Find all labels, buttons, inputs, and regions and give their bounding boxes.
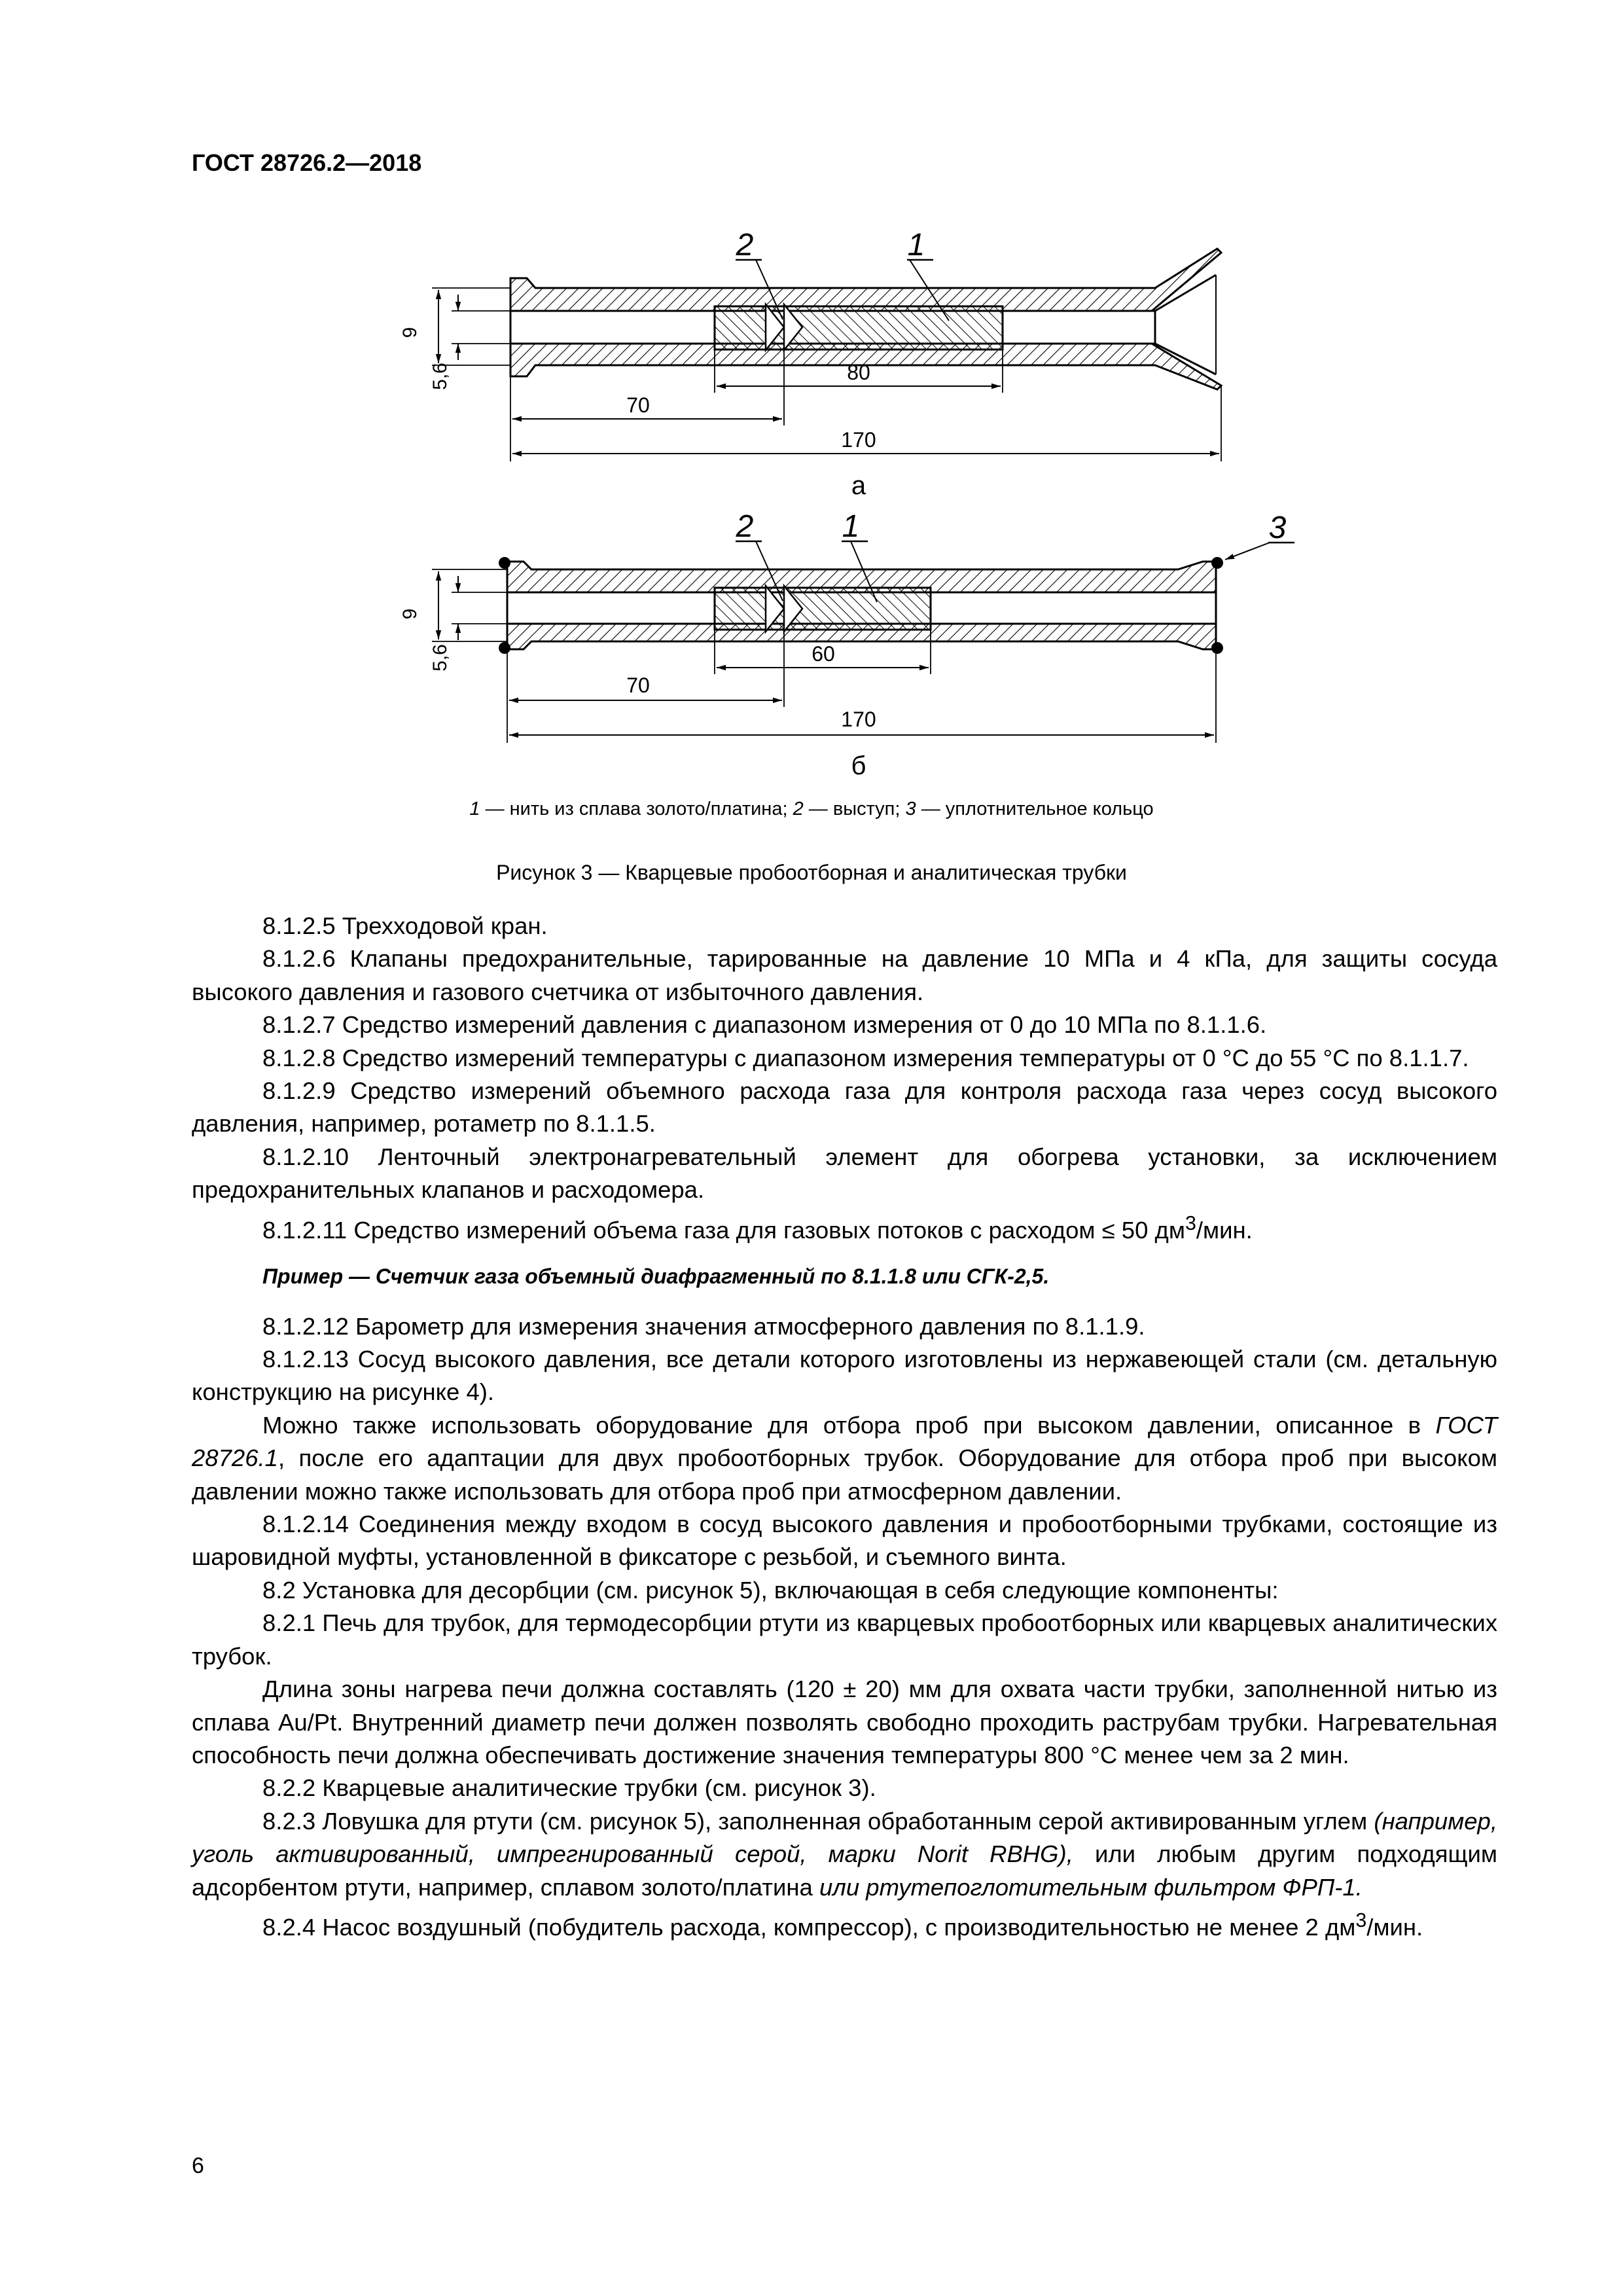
tube-a [399, 228, 1221, 500]
paragraph-8-2-4 [192, 1904, 1497, 1945]
dim-5.6-b: 5,6 [429, 644, 451, 672]
callout-2-b: 2 [736, 509, 754, 544]
paragraph-tail: /мин. [1366, 1914, 1423, 1941]
paragraph-text: 8.2.4 Насос воздушный (побудитель расхода, компрессор), с производительностью не менее 2 дм [262, 1914, 1356, 1941]
legend-num-1: 1 [469, 798, 480, 819]
paragraph-8-1-2-11 [192, 1207, 1497, 1247]
paragraph: 8.1.2.10 Ленточный электронагревательный элемент для обогрева установки, за исключением предохранительных клапанов и расходомера. [192, 1143, 1497, 1204]
seal-ring-right-top [1211, 557, 1223, 569]
paragraph: 8.1.2.12 Барометр для измерения значения атмосферного давления по 8.1.1.9. [262, 1312, 1145, 1340]
superscript: 3 [1185, 1211, 1196, 1234]
paragraph: 8.1.2.5 Трехходовой кран. [262, 912, 548, 939]
dim-70-a: 70 [626, 393, 650, 417]
page-number: 6 [192, 2153, 204, 2178]
standard-reference: ГОСТ 28726.1 [192, 1411, 1497, 1472]
figure-3 [0, 0, 1623, 792]
paragraph: 8.1.2.14 Соединения между входом в сосуд высокого давления и пробоотборными трубками, состоящие из шаровидной муфты, установленной в фиксаторе с резьбой, и съемного винта. [192, 1511, 1497, 1571]
paragraph-tail: /мин. [1196, 1216, 1253, 1244]
paragraph: 8.2 Установка для десорбции (см. рисунок 5), включающая в себя следующие компоненты: [262, 1576, 1279, 1604]
dim-170-a: 170 [841, 428, 876, 452]
paragraph: 8.2.1 Печь для трубок, для термодесорбции ртути из кварцевых пробоотборных или кварцевых аналитических трубок. [192, 1609, 1497, 1670]
seal-ring-left-top [499, 557, 510, 569]
paragraph: 8.1.2.7 Средство измерений давления с диапазоном измерения от 0 до 10 МПа по 8.1.1.6. [262, 1011, 1267, 1039]
paragraph-text: Можно также использовать оборудование для отбора проб при высоком давлении, описанное в [262, 1411, 1436, 1439]
legend-num-3: 3 [905, 798, 916, 819]
sub-label-b: б [851, 751, 866, 780]
paragraph: 8.1.2.6 Клапаны предохранительные, тарированные на давление 10 МПа и 4 кПа, для защиты сосуда высокого давления и газового счетчика от избыточного давления. [192, 945, 1497, 1005]
document-header: ГОСТ 28726.2—2018 [192, 149, 422, 176]
superscript: 3 [1355, 1909, 1367, 1931]
paragraph: 8.1.2.9 Средство измерений объемного расхода газа для контроля расхода газа через сосуд высокого давления, например, ротаметр по 8.1.1.5. [192, 1077, 1497, 1138]
dim-70-b: 70 [626, 673, 650, 697]
legend-text-3: — уплотнительное кольцо [916, 798, 1154, 819]
tube-b [399, 509, 1294, 780]
dim-9-a: 9 [399, 327, 421, 338]
paragraph-gost-reference [192, 1409, 1497, 1508]
paragraph-text: 8.1.2.11 Средство измерений объема газа для газовых потоков с расходом ≤ 50 дм [262, 1216, 1185, 1244]
legend-text-2: — выступ; [803, 798, 906, 819]
seal-ring-left-bottom [499, 642, 510, 654]
dim-170-b: 170 [841, 708, 876, 731]
figure-caption: Рисунок 3 — Кварцевые пробоотборная и аналитическая трубки [496, 861, 1127, 884]
paragraph-text: 8.2.3 Ловушка для ртути (см. рисунок 5), заполненная обработанным серой активированным углем [262, 1807, 1374, 1835]
sub-label-a: а [851, 471, 866, 500]
paragraph-text: , после его адаптации для двух пробоотборных трубок. Оборудование для отбора проб при высоком давлении можно также использовать для отбора проб при атмосферном давлении. [192, 1444, 1497, 1505]
body-text [192, 910, 1497, 1945]
legend-text-1: — нить из сплава золото/платина; [480, 798, 793, 819]
paragraph: 8.1.2.13 Сосуд высокого давления, все детали которого изготовлены из нержавеющей стали (см. детальную конструкцию на рисунке 4). [192, 1346, 1497, 1406]
dim-80-a: 80 [847, 361, 870, 384]
callout-3-b: 3 [1268, 511, 1287, 545]
gold-platinum-wire-a [715, 306, 1003, 350]
gold-platinum-wire-b [715, 588, 931, 630]
italic-text: или ртутепоглотительным фильтром ФРП-1. [819, 1873, 1363, 1901]
dim-9-b: 9 [399, 608, 421, 620]
paragraph: 8.2.2 Кварцевые аналитические трубки (см. рисунок 3). [262, 1774, 876, 1802]
seal-ring-right-bottom [1211, 642, 1223, 654]
dim-60-b: 60 [812, 642, 835, 666]
paragraph-text: или любым другим подходящим адсорбентом ртути, например, сплавом золото/платина [192, 1840, 1497, 1901]
callout-2-a: 2 [736, 228, 754, 262]
example-note: Пример — Счетчик газа объемный диафрагменный по 8.1.1.8 или СГК-2,5. [262, 1265, 1050, 1289]
paragraph: 8.1.2.8 Средство измерений температуры с диапазоном измерения температуры от 0 °С до 55 °С по 8.1.1.7. [262, 1044, 1469, 1071]
dim-5.6-a: 5,6 [429, 363, 451, 390]
callout-1-a: 1 [907, 228, 925, 262]
paragraph: Длина зоны нагрева печи должна составлять (120 ± 20) мм для охвата части трубки, заполненной нитью из сплава Au/Pt. Внутренний диаметр печи должен позволять свободно проходить раструбам трубки. Нагревательная способность печи должна обеспечивать достижение значения температуры 800 °С менее чем за 2 мин. [192, 1676, 1497, 1768]
paragraph-8-2-3 [192, 1805, 1497, 1904]
italic-text: (например, уголь активированный, импрегнированный серой, марки Norit RBHG), [192, 1807, 1497, 1868]
figure-legend [0, 798, 1623, 820]
legend-num-2: 2 [793, 798, 804, 819]
callout-1-b: 1 [842, 509, 860, 544]
